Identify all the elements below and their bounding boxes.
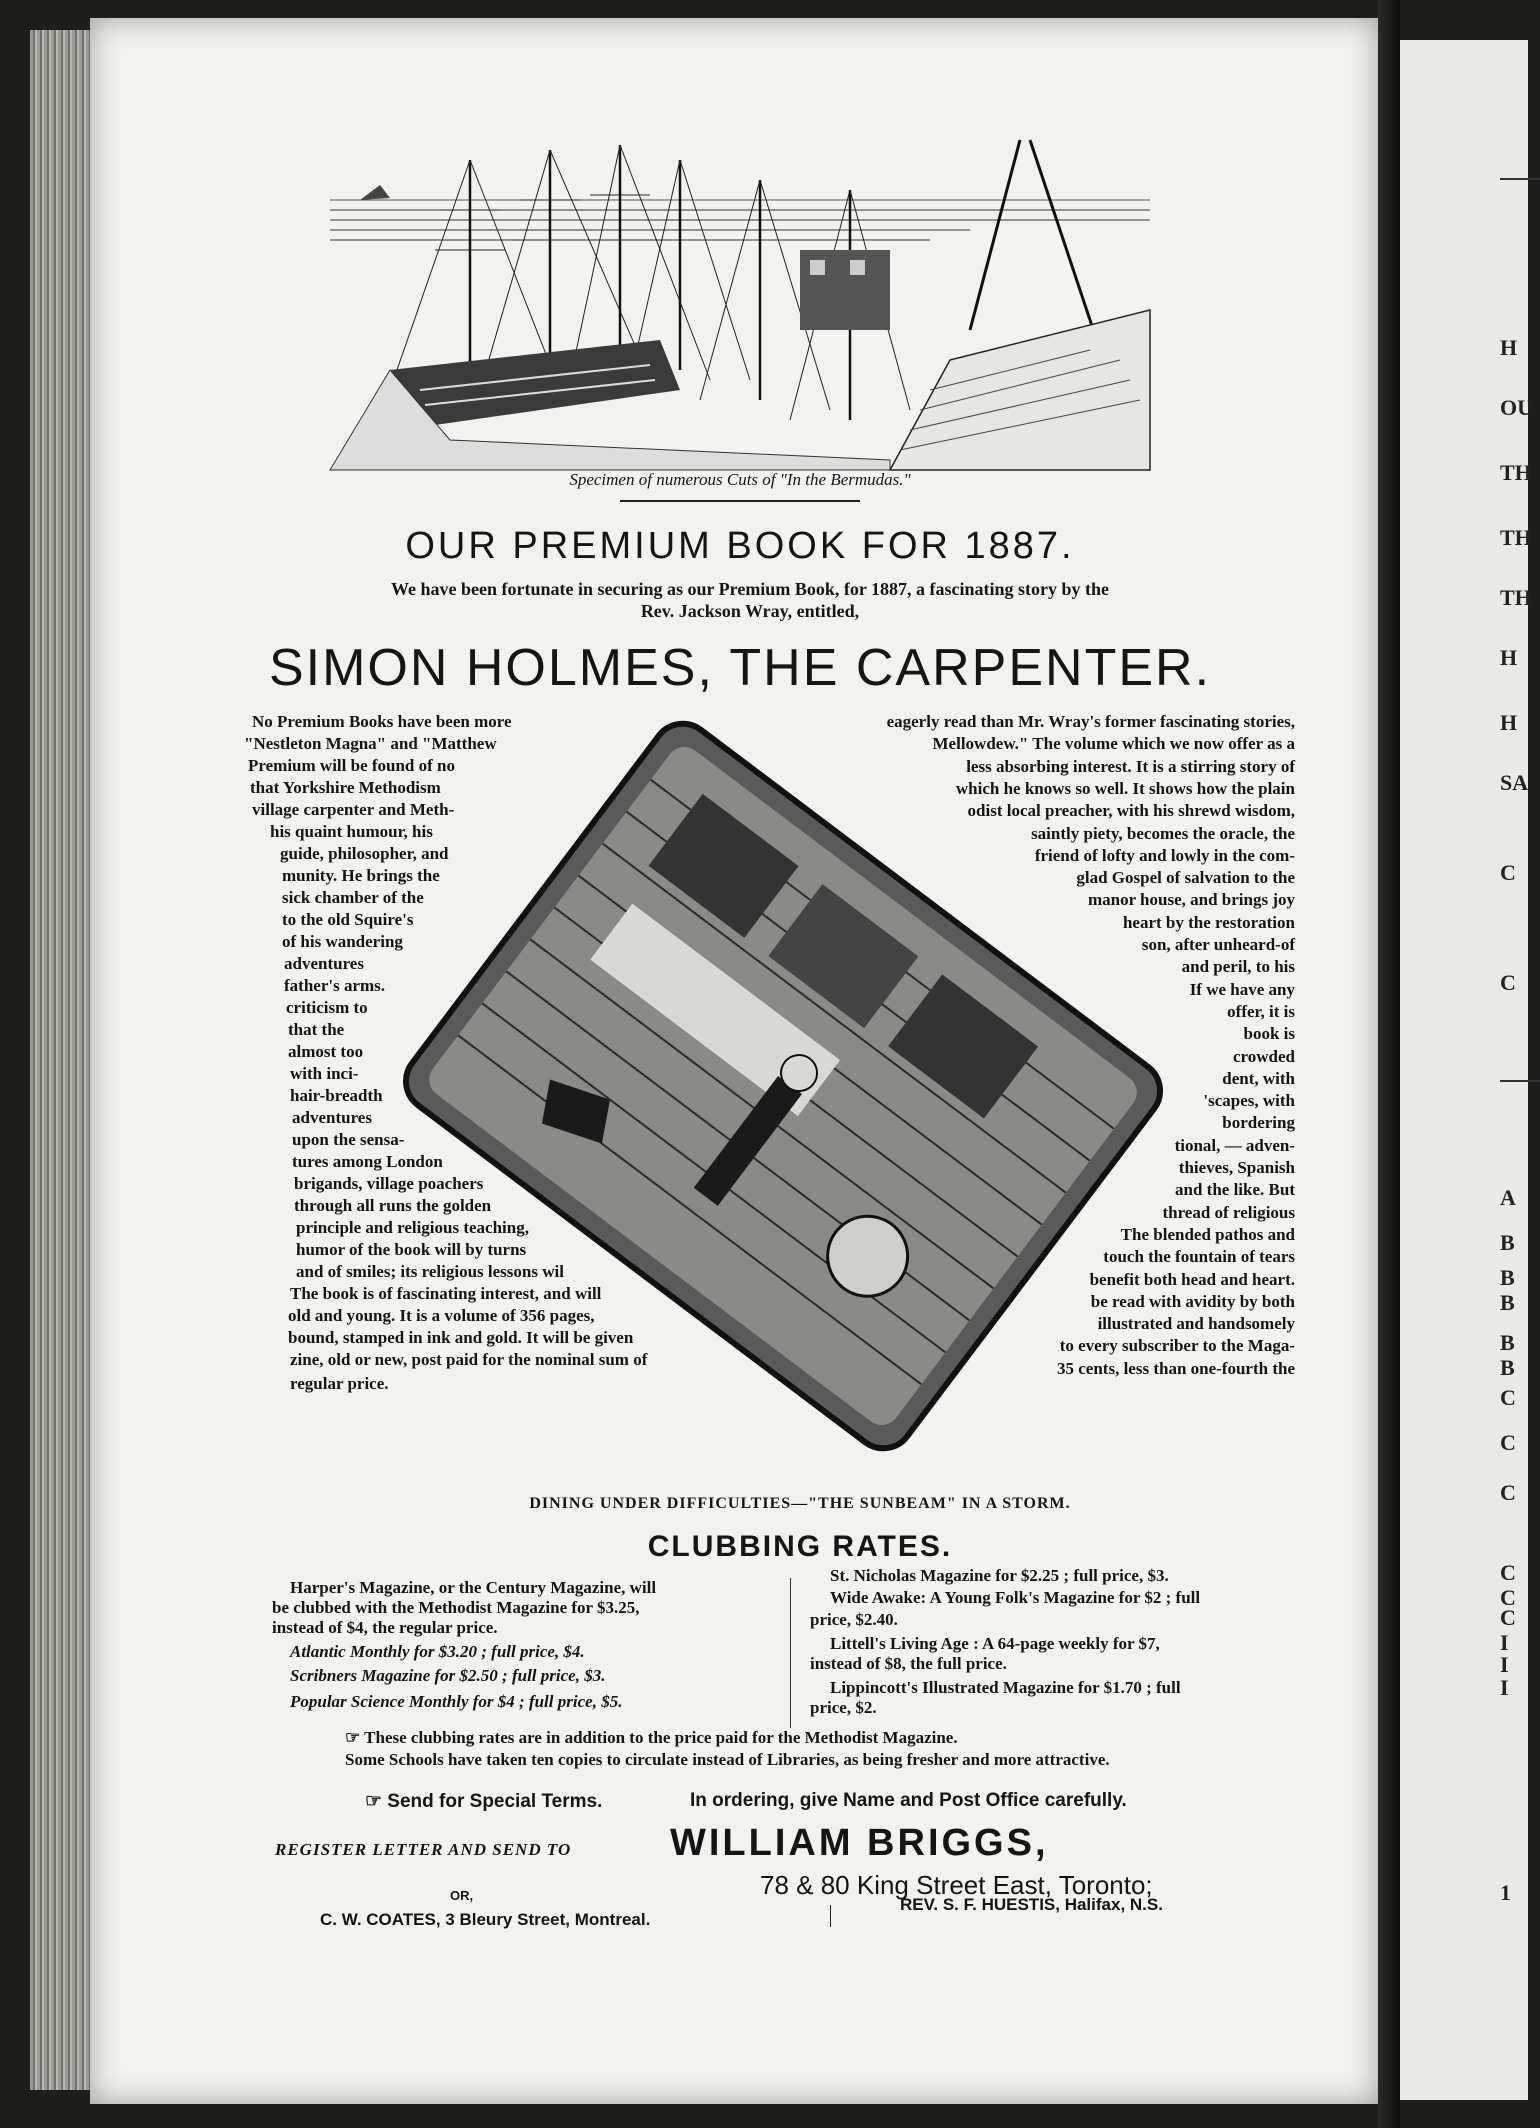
left-column-line: almost too bbox=[288, 1042, 364, 1061]
clubbing-right-line: Wide Awake: A Young Folk's Magazine for $2 ; full bbox=[830, 1588, 1201, 1607]
left-column-line: his quaint humour, his bbox=[270, 822, 433, 841]
left-column-line: sick chamber of the bbox=[282, 888, 424, 907]
left-column-line: criticism to bbox=[286, 998, 368, 1017]
right-column-line: friend of lofty and lowly in the com- bbox=[1034, 845, 1295, 865]
intro-line: Rev. Jackson Wray, entitled, bbox=[640, 601, 860, 621]
harbor-illustration bbox=[330, 140, 1150, 470]
left-column-line: upon the sensa- bbox=[292, 1130, 405, 1149]
left-column-line: brigands, village poachers bbox=[294, 1174, 484, 1193]
right-column-line: to every subscriber to the Maga- bbox=[1059, 1336, 1295, 1356]
left-column-line: tures among London bbox=[292, 1152, 443, 1171]
adjacent-page-letter: H bbox=[1500, 645, 1518, 670]
illustration-caption: Specimen of numerous Cuts of "In the Bermudas." bbox=[569, 470, 911, 489]
right-column-line: dent, with bbox=[1222, 1068, 1295, 1088]
left-column-line: father's arms. bbox=[284, 976, 386, 995]
or-label: OR, bbox=[450, 1888, 474, 1903]
right-column-line: 'scapes, with bbox=[1203, 1091, 1295, 1111]
adjacent-page-letter: 1 bbox=[1500, 1880, 1511, 1905]
adjacent-page-letter: TH bbox=[1500, 460, 1532, 485]
adjacent-page-letter: TH bbox=[1500, 525, 1532, 550]
left-column-line: with inci- bbox=[290, 1064, 359, 1083]
engraving-caption: DINING UNDER DIFFICULTIES—"THE SUNBEAM" IN A STORM. bbox=[529, 1495, 1071, 1512]
right-column-line: thread of religious bbox=[1162, 1202, 1295, 1222]
right-column-line: saintly piety, becomes the oracle, the bbox=[1031, 823, 1295, 843]
adjacent-page-letter: C bbox=[1500, 1430, 1516, 1455]
column-divider bbox=[790, 1578, 791, 1728]
schools-note: Some Schools have taken ten copies to circulate instead of Libraries, as being fresher and more attractive. bbox=[345, 1750, 1110, 1769]
register-letter-text: REGISTER LETTER AND SEND TO bbox=[275, 1840, 572, 1859]
left-column-line: to the old Squire's bbox=[282, 910, 414, 929]
adjacent-page-letter: B bbox=[1500, 1230, 1515, 1255]
left-column-line: Premium will be found of no bbox=[248, 756, 456, 775]
right-column-line: bordering bbox=[1222, 1113, 1295, 1133]
halifax-agent: REV. S. F. HUESTIS, Halifax, N.S. bbox=[900, 1895, 1163, 1914]
adjacent-page-letter: SA bbox=[1500, 770, 1529, 795]
montreal-agent: C. W. COATES, 3 Bleury Street, Montreal. bbox=[320, 1910, 651, 1929]
left-column-line: guide, philosopher, and bbox=[280, 844, 449, 863]
agent-divider bbox=[830, 1905, 831, 1927]
adjacent-page-letter: B bbox=[1500, 1355, 1515, 1380]
intro-text bbox=[290, 578, 1210, 622]
left-column-line: bound, stamped in ink and gold. It will be given bbox=[288, 1328, 634, 1347]
adjacent-page-letter: C bbox=[1500, 1385, 1516, 1410]
adjacent-page-letter: I bbox=[1500, 1652, 1509, 1677]
left-column-line: principle and religious teaching, bbox=[296, 1218, 529, 1237]
divider-rule bbox=[620, 500, 860, 502]
adjacent-page-letter: I bbox=[1500, 1630, 1509, 1655]
clubbing-right-line: price, $2. bbox=[810, 1698, 877, 1717]
publisher-address: 78 & 80 King Street East, Toronto; bbox=[760, 1870, 1153, 1900]
adjacent-page-letter: I bbox=[1500, 1675, 1509, 1700]
intro-line: We have been fortunate in securing as our Premium Book, for 1887, a fascinating story by the bbox=[391, 579, 1109, 599]
clubbing-right-line: price, $2.40. bbox=[810, 1610, 898, 1629]
right-column-line: and the like. But bbox=[1175, 1180, 1295, 1200]
special-terms: ☞ Send for Special Terms. bbox=[365, 1791, 603, 1812]
right-column-line: eagerly read than Mr. Wray's former fascinating stories, bbox=[886, 712, 1295, 731]
right-column-line: manor house, and brings joy bbox=[1087, 890, 1295, 910]
right-column-line: which he knows so well. It shows how the plain bbox=[955, 778, 1295, 798]
right-column-line: odist local preacher, with his shrewd wisdom, bbox=[967, 801, 1295, 821]
left-column-line: through all runs the golden bbox=[294, 1196, 492, 1215]
adjacent-page-letter: OU bbox=[1500, 395, 1533, 420]
clubbing-rates-heading: CLUBBING RATES. bbox=[647, 1530, 953, 1563]
right-column-line: The blended pathos and bbox=[1120, 1224, 1295, 1244]
left-column-line: zine, old or new, post paid for the nominal sum of bbox=[290, 1350, 648, 1369]
right-column-line: book is bbox=[1243, 1024, 1295, 1044]
right-column-line: crowded bbox=[1232, 1046, 1295, 1066]
left-column-line: humor of the book will by turns bbox=[296, 1240, 527, 1259]
right-column-line: tional, — adven- bbox=[1174, 1135, 1295, 1155]
clubbing-left-line: instead of $4, the regular price. bbox=[272, 1618, 498, 1637]
right-column-line: and peril, to his bbox=[1181, 957, 1295, 977]
clubbing-left-line: Atlantic Monthly for $3.20 ; full price, $4. bbox=[290, 1642, 585, 1661]
left-column-line: and of smiles; its religious lessons wil bbox=[296, 1262, 564, 1281]
right-column-line: be read with avidity by both bbox=[1090, 1291, 1295, 1311]
adjacent-page-letter: C bbox=[1500, 1585, 1516, 1610]
right-column-line: less absorbing interest. It is a stirring story of bbox=[966, 756, 1295, 776]
left-column-line: munity. He brings the bbox=[282, 866, 440, 885]
clubbing-right-line: instead of $8, the full price. bbox=[810, 1654, 1007, 1673]
adjacent-page-letter: C bbox=[1500, 970, 1516, 995]
clubbing-right-line: Littell's Living Age : A 64-page weekly for $7, bbox=[830, 1634, 1160, 1653]
right-column-line: glad Gospel of salvation to the bbox=[1076, 868, 1295, 888]
left-column-line: that the bbox=[288, 1020, 345, 1039]
ordering-instructions: In ordering, give Name and Post Office carefully. bbox=[690, 1790, 1127, 1811]
right-column-line: touch the fountain of tears bbox=[1103, 1247, 1295, 1267]
adjacent-page-letter: B bbox=[1500, 1330, 1515, 1355]
clubbing-right-line: St. Nicholas Magazine for $2.25 ; full price, $3. bbox=[830, 1566, 1169, 1585]
left-column-line: "Nestleton Magna" and "Matthew bbox=[244, 734, 497, 753]
right-column-line: heart by the restoration bbox=[1122, 912, 1295, 932]
adjacent-page-letter: H bbox=[1500, 710, 1518, 735]
clubbing-left-line: Scribners Magazine for $2.50 ; full price, $3. bbox=[290, 1666, 606, 1685]
left-column-line: that Yorkshire Methodism bbox=[250, 778, 441, 797]
adjacent-page-letter: C bbox=[1500, 1605, 1516, 1630]
left-column-line: adventures bbox=[292, 1108, 372, 1127]
clubbing-left-line: be clubbed with the Methodist Magazine for $3.25, bbox=[272, 1598, 640, 1617]
adjacent-page-letter: C bbox=[1500, 860, 1516, 885]
left-column-line: regular price. bbox=[290, 1374, 389, 1393]
adjacent-page-letter: TH bbox=[1500, 585, 1532, 610]
right-column-line: offer, it is bbox=[1227, 1001, 1295, 1021]
adjacent-page-rule bbox=[1500, 178, 1540, 180]
clubbing-right-line: Lippincott's Illustrated Magazine for $1.70 ; full bbox=[830, 1678, 1181, 1697]
left-column-line: hair-breadth bbox=[290, 1086, 383, 1105]
left-column-line: village carpenter and Meth- bbox=[252, 800, 455, 819]
adjacent-page-letter: H bbox=[1500, 335, 1518, 360]
left-column-line: No Premium Books have been more bbox=[252, 712, 512, 731]
publisher-name: WILLIAM BRIGGS, bbox=[670, 1822, 1049, 1864]
adjacent-page-letter: B bbox=[1500, 1290, 1515, 1315]
left-column-line: The book is of fascinating interest, and will bbox=[290, 1284, 602, 1303]
right-column-line: If we have any bbox=[1189, 979, 1295, 999]
left-column-line: adventures bbox=[284, 954, 364, 973]
clubbing-left-line: Harper's Magazine, or the Century Magazine, will bbox=[290, 1578, 657, 1597]
right-column-line: Mellowdew." The volume which we now offer as a bbox=[932, 734, 1295, 754]
adjacent-page-letter: B bbox=[1500, 1265, 1515, 1290]
clubbing-note: ☞ These clubbing rates are in addition to the price paid for the Methodist Magazine. bbox=[345, 1728, 958, 1747]
adjacent-page-rule bbox=[1500, 1080, 1540, 1082]
right-column-line: benefit both head and heart. bbox=[1089, 1269, 1295, 1289]
right-column-line: illustrated and handsomely bbox=[1097, 1314, 1295, 1334]
right-column-line: 35 cents, less than one-fourth the bbox=[1057, 1358, 1295, 1378]
book-title: SIMON HOLMES, THE CARPENTER. bbox=[268, 639, 1212, 697]
left-column-line: old and young. It is a volume of 356 pages, bbox=[288, 1306, 595, 1325]
right-column-line: son, after unheard-of bbox=[1141, 935, 1295, 954]
premium-heading: OUR PREMIUM BOOK FOR 1887. bbox=[405, 525, 1075, 567]
adjacent-page-letter: A bbox=[1500, 1185, 1516, 1210]
clubbing-left-line: Popular Science Monthly for $4 ; full price, $5. bbox=[290, 1692, 623, 1711]
left-column-line: of his wandering bbox=[282, 932, 403, 951]
adjacent-page-letter: C bbox=[1500, 1480, 1516, 1505]
right-column-line: thieves, Spanish bbox=[1178, 1158, 1295, 1177]
adjacent-page-letter: C bbox=[1500, 1560, 1516, 1585]
book-gutter bbox=[1378, 0, 1400, 2128]
